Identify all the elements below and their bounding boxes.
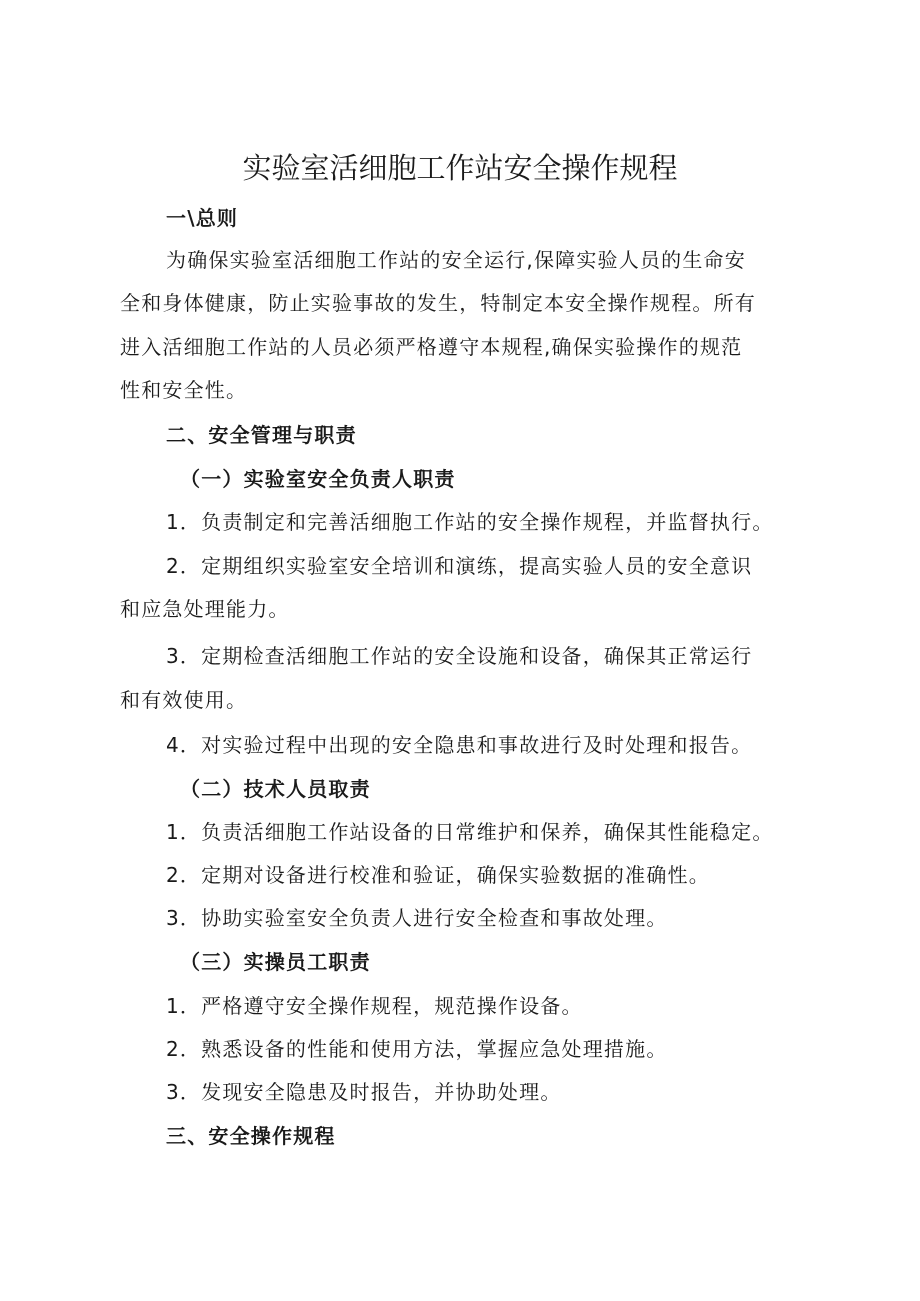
list-item: 1．负责活细胞工作站设备的日常维护和保养，确保其性能稳定。: [166, 820, 774, 844]
list-item-continuation: 和有效使用。: [120, 688, 248, 712]
paragraph-line: 性和安全性。: [120, 378, 248, 402]
subsection-heading-safety-officer: （一）实验室安全负责人职责: [180, 467, 456, 491]
section-heading-general: 一\总则: [166, 206, 239, 230]
section-heading-operation: 三、安全操作规程: [166, 1124, 336, 1148]
list-item: 1．负责制定和完善活细胞工作站的安全操作规程，并监督执行。: [166, 510, 774, 534]
list-item: 3．协助实验室安全负责人进行安全检查和事故处理。: [166, 906, 668, 930]
list-item-continuation: 和应急处理能力。: [120, 597, 290, 621]
list-item: 2．定期组织实验室安全培训和演练，提高实验人员的安全意识: [166, 554, 753, 578]
subsection-heading-operators: （三）实操员工职责: [180, 950, 371, 974]
list-item: 3．定期检查活细胞工作站的安全设施和设备，确保其正常运行: [166, 644, 753, 668]
paragraph-line: 全和身体健康，防止实验事故的发生，特制定本安全操作规程。所有: [120, 291, 756, 315]
list-item: 4．对实验过程中出现的安全隐患和事故进行及时处理和报告。: [166, 733, 753, 757]
list-item: 2．熟悉设备的性能和使用方法，掌握应急处理措施。: [166, 1037, 668, 1061]
section-heading-management: 二、安全管理与职责: [166, 423, 357, 447]
paragraph-line: 进入活细胞工作站的人员必须严格遵守本规程,确保实验操作的规范: [120, 335, 743, 359]
list-item: 3．发现安全隐患及时报告，并协助处理。: [166, 1080, 562, 1104]
list-item: 2．定期对设备进行校准和验证，确保实验数据的准确性。: [166, 863, 710, 887]
subsection-heading-technicians: （二）技术人员取责: [180, 777, 371, 801]
document-title: 实验室活细胞工作站安全操作规程: [242, 151, 678, 185]
paragraph-line: 为确保实验室活细胞工作站的安全运行,保障实验人员的生命安: [166, 248, 746, 272]
list-item: 1．严格遵守安全操作规程，规范操作设备。: [166, 994, 583, 1018]
